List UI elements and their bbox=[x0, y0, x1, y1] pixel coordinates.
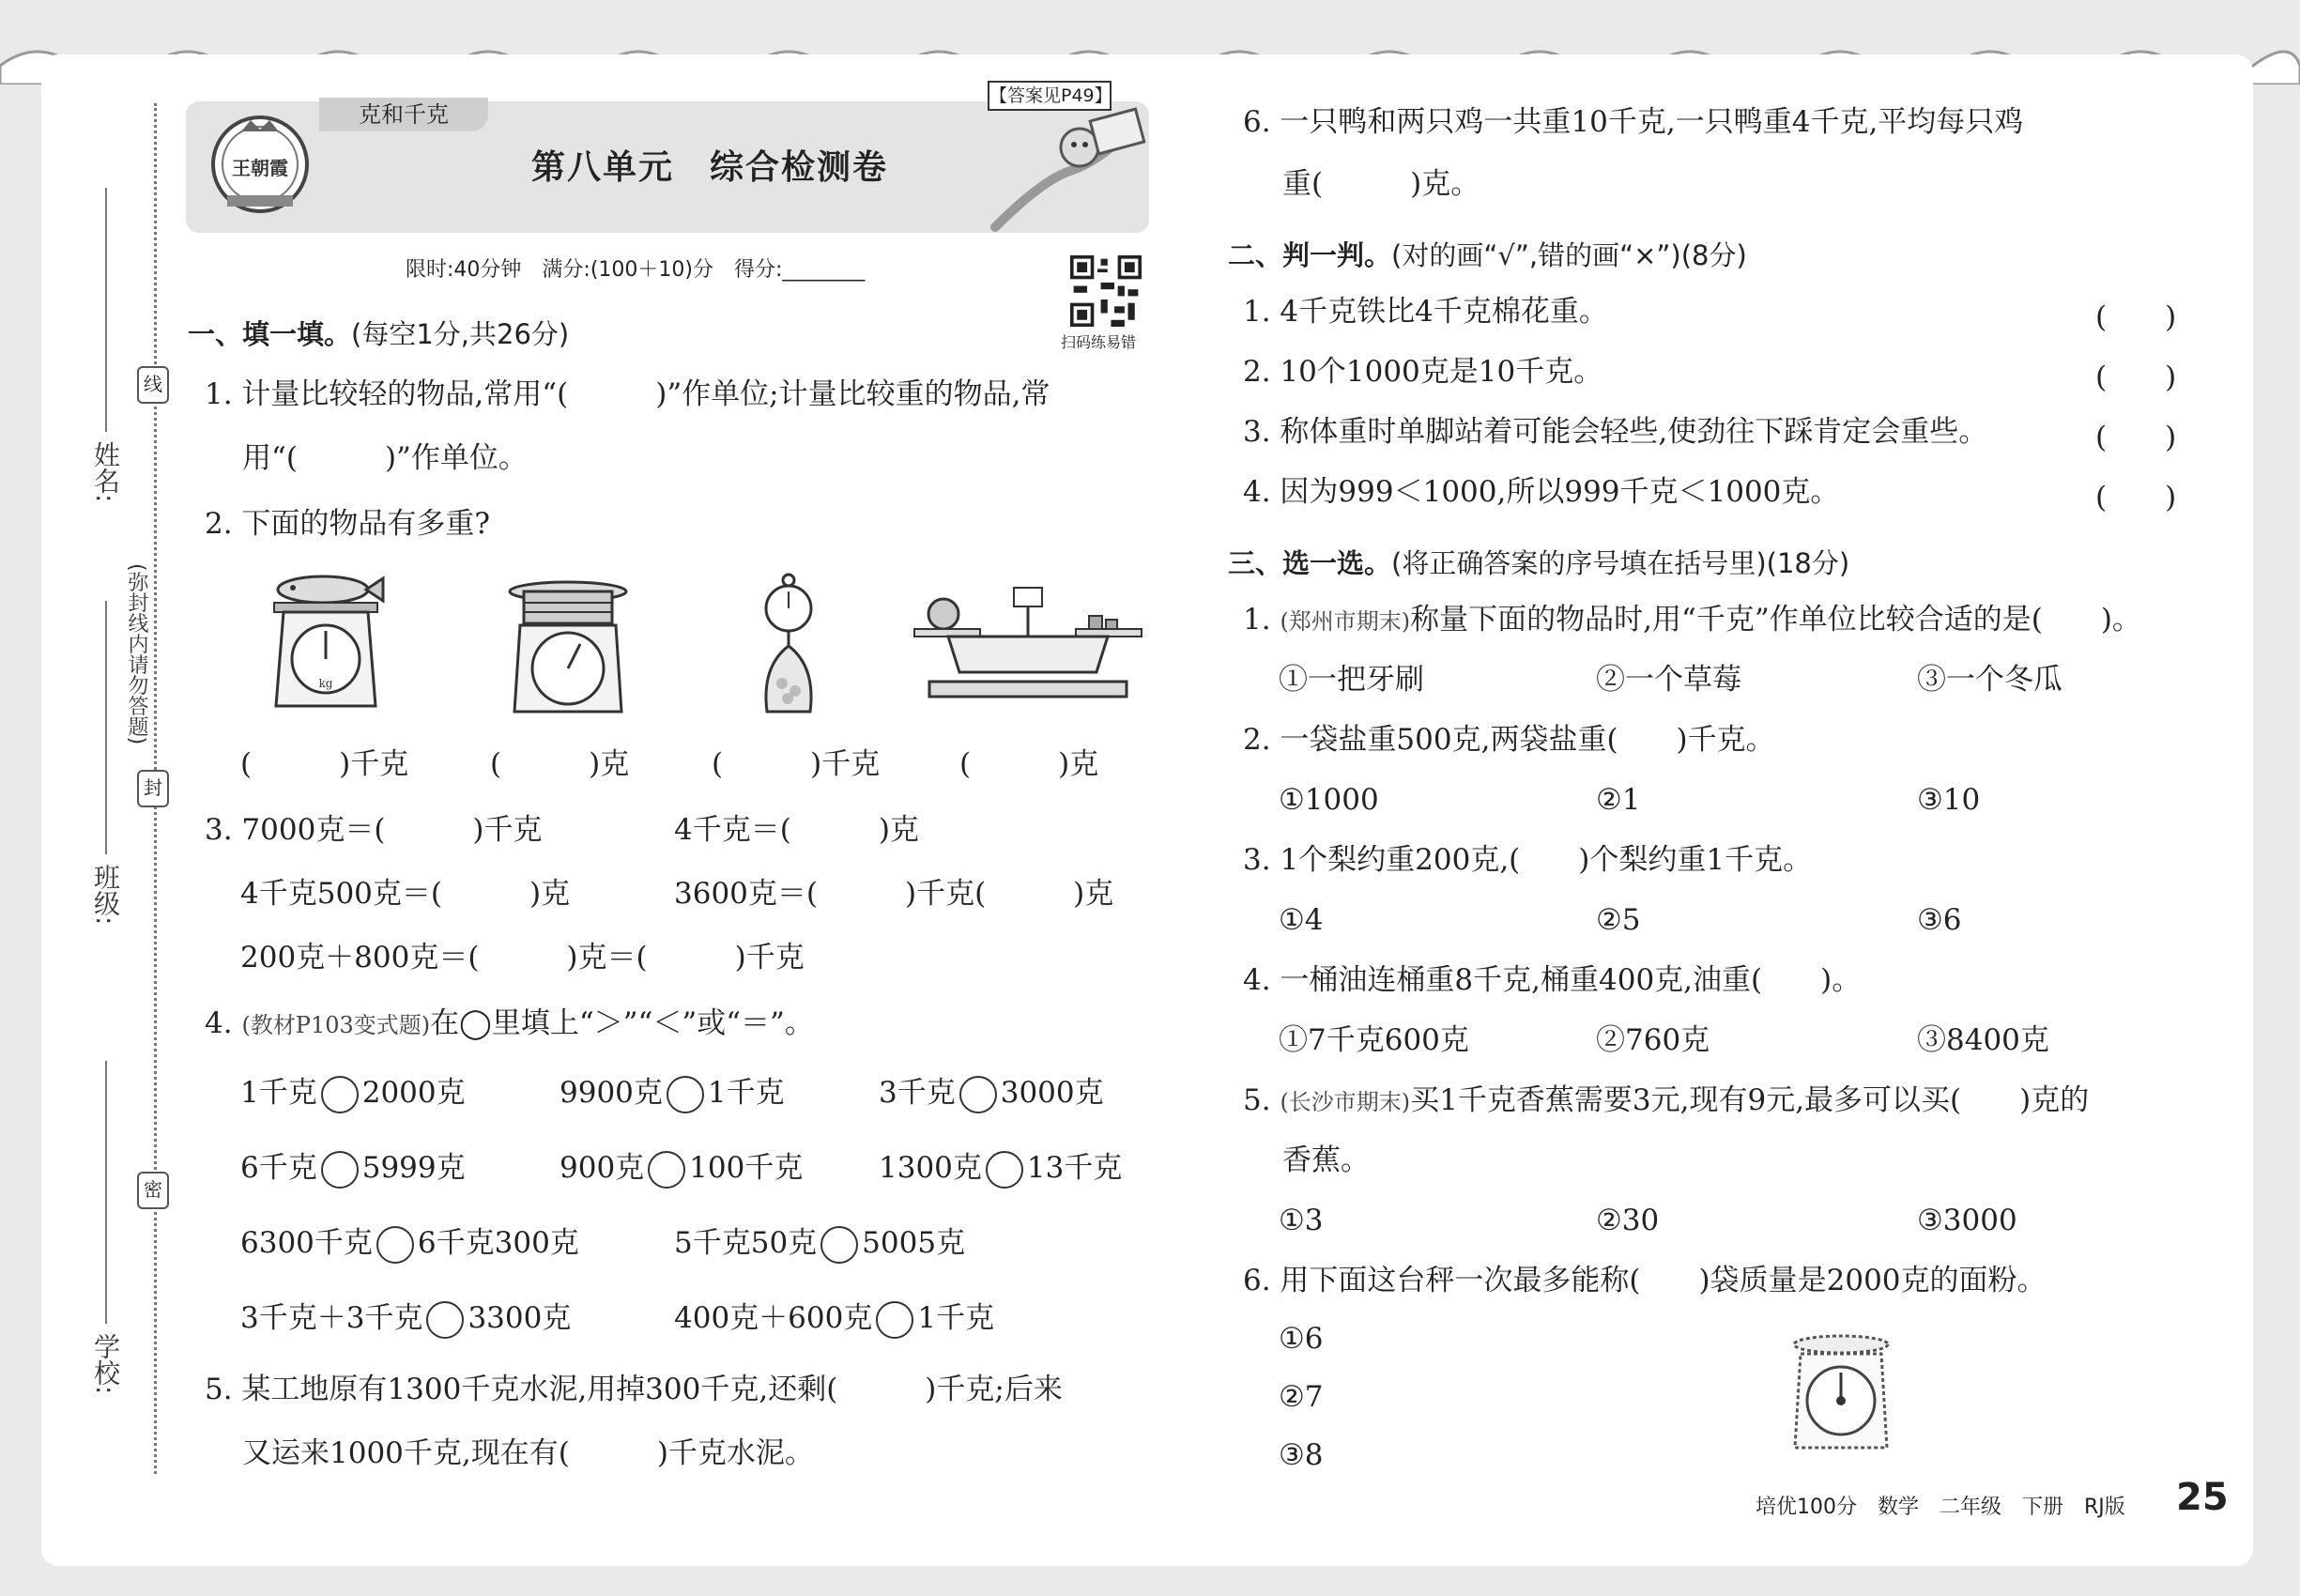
judge-answer-blank[interactable]: ( ) bbox=[2095, 300, 2177, 334]
judge-answer-blank[interactable]: ( ) bbox=[2095, 481, 2177, 514]
q4-item: 900克 100千克 bbox=[560, 1149, 803, 1189]
section2-title: 二、判一判。 bbox=[1228, 239, 1392, 271]
page-title: 第八单元 综合检测卷 bbox=[531, 148, 889, 187]
seal-note: (弥封线内请勿答题) bbox=[125, 563, 148, 745]
choice-option[interactable]: ①4 bbox=[1279, 903, 1324, 937]
topic-tab: 克和千克 bbox=[319, 98, 488, 131]
q4-item: 1300克 13千克 bbox=[879, 1149, 1122, 1189]
exam-info: 限时:40分钟 满分:(100＋10)分 得分:________ bbox=[406, 258, 866, 282]
q1-line1: 1. 计量比较轻的物品,常用“( )”作单位;计量比较重的物品,常 bbox=[205, 377, 1050, 411]
choice-option[interactable]: ③8 bbox=[1279, 1438, 1324, 1472]
q2-answer-4: ( )克 bbox=[959, 747, 1099, 781]
choice-option[interactable]: ①1000 bbox=[1279, 783, 1379, 817]
judge-item-4: 4. 因为999＜1000,所以999千克＜1000克。 bbox=[1243, 475, 1840, 509]
compare-circle[interactable] bbox=[667, 1076, 704, 1113]
choice-option[interactable]: ①7千克600克 bbox=[1279, 1023, 1469, 1057]
qr-code-icon[interactable] bbox=[1070, 255, 1142, 327]
section3-heading bbox=[1228, 543, 1849, 581]
qr-caption: 扫码练易错 bbox=[1061, 333, 1137, 351]
q6-line1: 6. 一只鸭和两只鸡一共重10千克,一只鸭重4千克,平均每只鸡 bbox=[1243, 105, 2024, 139]
choice-q5-line2: 香蕉。 bbox=[1282, 1143, 1370, 1177]
choice-option[interactable]: ③8400克 bbox=[1917, 1023, 2049, 1057]
q5-line1: 5. 某工地原有1300千克水泥,用掉300千克,还剩( )千克;后来 bbox=[205, 1373, 1063, 1406]
section1-heading bbox=[188, 314, 569, 352]
compare-circle[interactable] bbox=[959, 1076, 997, 1113]
q1-line2: 用“( )”作单位。 bbox=[242, 441, 528, 475]
section3-title: 三、选一选。 bbox=[1228, 547, 1392, 579]
q3-row2-a: 4千克500克＝( )克 bbox=[240, 877, 571, 911]
q4-item: 9900克 1千克 bbox=[560, 1074, 785, 1113]
section1-title: 一、填一填。 bbox=[188, 318, 352, 350]
judge-answer-blank[interactable]: ( ) bbox=[2095, 361, 2177, 394]
choice-q6: 6. 用下面这台秤一次最多能称( )袋质量是2000克的面粉。 bbox=[1243, 1264, 2047, 1297]
section2-note: (对的画“√”,错的画“×”)(8分) bbox=[1391, 239, 1747, 271]
choice-q5: 5. (长沙市期末)买1千克香蕉需要3元,现有9元,最多可以买( )克的 bbox=[1243, 1083, 2090, 1117]
choice-option[interactable]: ①一把牙刷 bbox=[1279, 663, 1424, 697]
q3-row1-b: 4千克＝( )克 bbox=[674, 813, 919, 847]
choice-option[interactable]: ③一个冬瓜 bbox=[1917, 663, 2062, 697]
q4-text: 在◯里填上“＞”“＜”或“＝”。 bbox=[430, 1006, 814, 1040]
choice-option[interactable]: ②一个草莓 bbox=[1596, 663, 1741, 697]
q4-source: (教材P103变式题) bbox=[241, 1012, 431, 1038]
book-info: 培优100分 数学 二年级 下册 RJ版 bbox=[1756, 1496, 2125, 1519]
binding-mark-seal: 封 bbox=[137, 770, 169, 807]
q4-prompt bbox=[205, 1005, 814, 1044]
compare-circle[interactable] bbox=[876, 1301, 913, 1339]
q2-answer-3: ( )千克 bbox=[712, 747, 881, 781]
compare-circle[interactable] bbox=[648, 1151, 685, 1189]
svg-text:王朝霞: 王朝霞 bbox=[232, 157, 288, 179]
q4-item: 3千克＋3千克 3300克 bbox=[240, 1299, 571, 1339]
compare-circle[interactable] bbox=[321, 1076, 359, 1113]
choice-option[interactable]: ③6 bbox=[1917, 903, 1962, 937]
q4-item: 6300千克 6千克300克 bbox=[240, 1224, 579, 1264]
choice-option[interactable]: ②5 bbox=[1596, 903, 1641, 937]
choice-option[interactable]: ①6 bbox=[1279, 1322, 1324, 1356]
school-label: 学校: bbox=[90, 1333, 121, 1395]
compare-circle[interactable] bbox=[321, 1151, 359, 1189]
section2-heading bbox=[1228, 235, 1747, 273]
section3-note: (将正确答案的序号填在括号里)(18分) bbox=[1391, 547, 1850, 579]
q4-item: 1千克 2000克 bbox=[240, 1074, 466, 1113]
compare-circle[interactable] bbox=[820, 1226, 858, 1264]
choice-option[interactable]: ③10 bbox=[1917, 783, 1981, 817]
balance-scale-with-apple bbox=[911, 578, 1145, 710]
choice-option[interactable]: ②760克 bbox=[1596, 1023, 1710, 1057]
judge-answer-blank[interactable]: ( ) bbox=[2095, 421, 2177, 454]
compare-circle[interactable] bbox=[376, 1226, 414, 1264]
q6-line2: 重( )克。 bbox=[1282, 167, 1480, 201]
page-number: 25 bbox=[2176, 1476, 2229, 1519]
section1-note: (每空1分,共26分) bbox=[351, 318, 570, 350]
q4-number: 4. bbox=[205, 1006, 242, 1040]
class-label: 班级: bbox=[90, 864, 121, 926]
choice-option[interactable]: ②30 bbox=[1596, 1204, 1660, 1237]
judge-item-1: 1. 4千克铁比4千克棉花重。 bbox=[1243, 295, 1608, 329]
q3-row2-b: 3600克＝( )千克( )克 bbox=[674, 877, 1114, 911]
choice-q1: 1. (郑州市期末)称量下面的物品时,用“千克”作单位比较合适的是( )。 bbox=[1243, 603, 2141, 637]
q2-answer-2: ( )克 bbox=[490, 747, 630, 781]
school-underline bbox=[105, 1061, 107, 1324]
choice-q3: 3. 1个梨约重200克,( )个梨约重1千克。 bbox=[1243, 843, 1813, 877]
q4-item: 5千克50克 5005克 bbox=[674, 1224, 965, 1264]
class-underline bbox=[105, 601, 107, 854]
name-label: 姓名: bbox=[90, 441, 121, 503]
answer-reference: 【答案见P49】 bbox=[988, 81, 1112, 111]
choice-q2: 2. 一袋盐重500克,两袋盐重( )千克。 bbox=[1243, 723, 1775, 757]
choice-option[interactable]: ①3 bbox=[1279, 1204, 1324, 1237]
q4-item: 400克＋600克 1千克 bbox=[674, 1299, 994, 1339]
brand-logo bbox=[208, 113, 312, 216]
binding-mark-secret: 密 bbox=[137, 1172, 169, 1209]
q5-line2: 又运来1000千克,现在有( )千克水泥。 bbox=[242, 1436, 814, 1470]
compare-circle[interactable] bbox=[426, 1301, 464, 1339]
choice-option[interactable]: ③3000 bbox=[1917, 1204, 2017, 1237]
q2-answer-1: ( )千克 bbox=[240, 747, 409, 781]
binding-mark-line: 线 bbox=[137, 366, 169, 404]
choice-q4: 4. 一桶油连桶重8千克,桶重400克,油重( )。 bbox=[1243, 963, 1862, 997]
compare-circle[interactable] bbox=[986, 1151, 1023, 1189]
fish-on-kitchen-scale bbox=[265, 569, 387, 710]
svg-text:kg: kg bbox=[318, 677, 333, 690]
q3-row3-a: 200克＋800克＝( )克＝( )千克 bbox=[240, 941, 805, 974]
q4-item: 6千克 5999克 bbox=[240, 1149, 466, 1189]
choice-option[interactable]: ②1 bbox=[1596, 783, 1641, 817]
name-underline bbox=[105, 188, 107, 432]
cartoon-illustration bbox=[986, 105, 1155, 233]
choice-option[interactable]: ②7 bbox=[1279, 1380, 1324, 1414]
judge-item-2: 2. 10个1000克是10千克。 bbox=[1243, 355, 1603, 389]
platform-scale-picture bbox=[1789, 1333, 1893, 1451]
basket-on-scale bbox=[507, 578, 629, 714]
q4-item: 3千克 3000克 bbox=[879, 1074, 1104, 1113]
hanging-spring-scale bbox=[756, 573, 821, 714]
q3-row1-a: 3. 7000克＝( )千克 bbox=[205, 813, 543, 847]
q2-prompt: 2. 下面的物品有多重? bbox=[205, 507, 491, 541]
judge-item-3: 3. 称体重时单脚站着可能会轻些,使劲往下踩肯定会重些。 bbox=[1243, 415, 1988, 449]
